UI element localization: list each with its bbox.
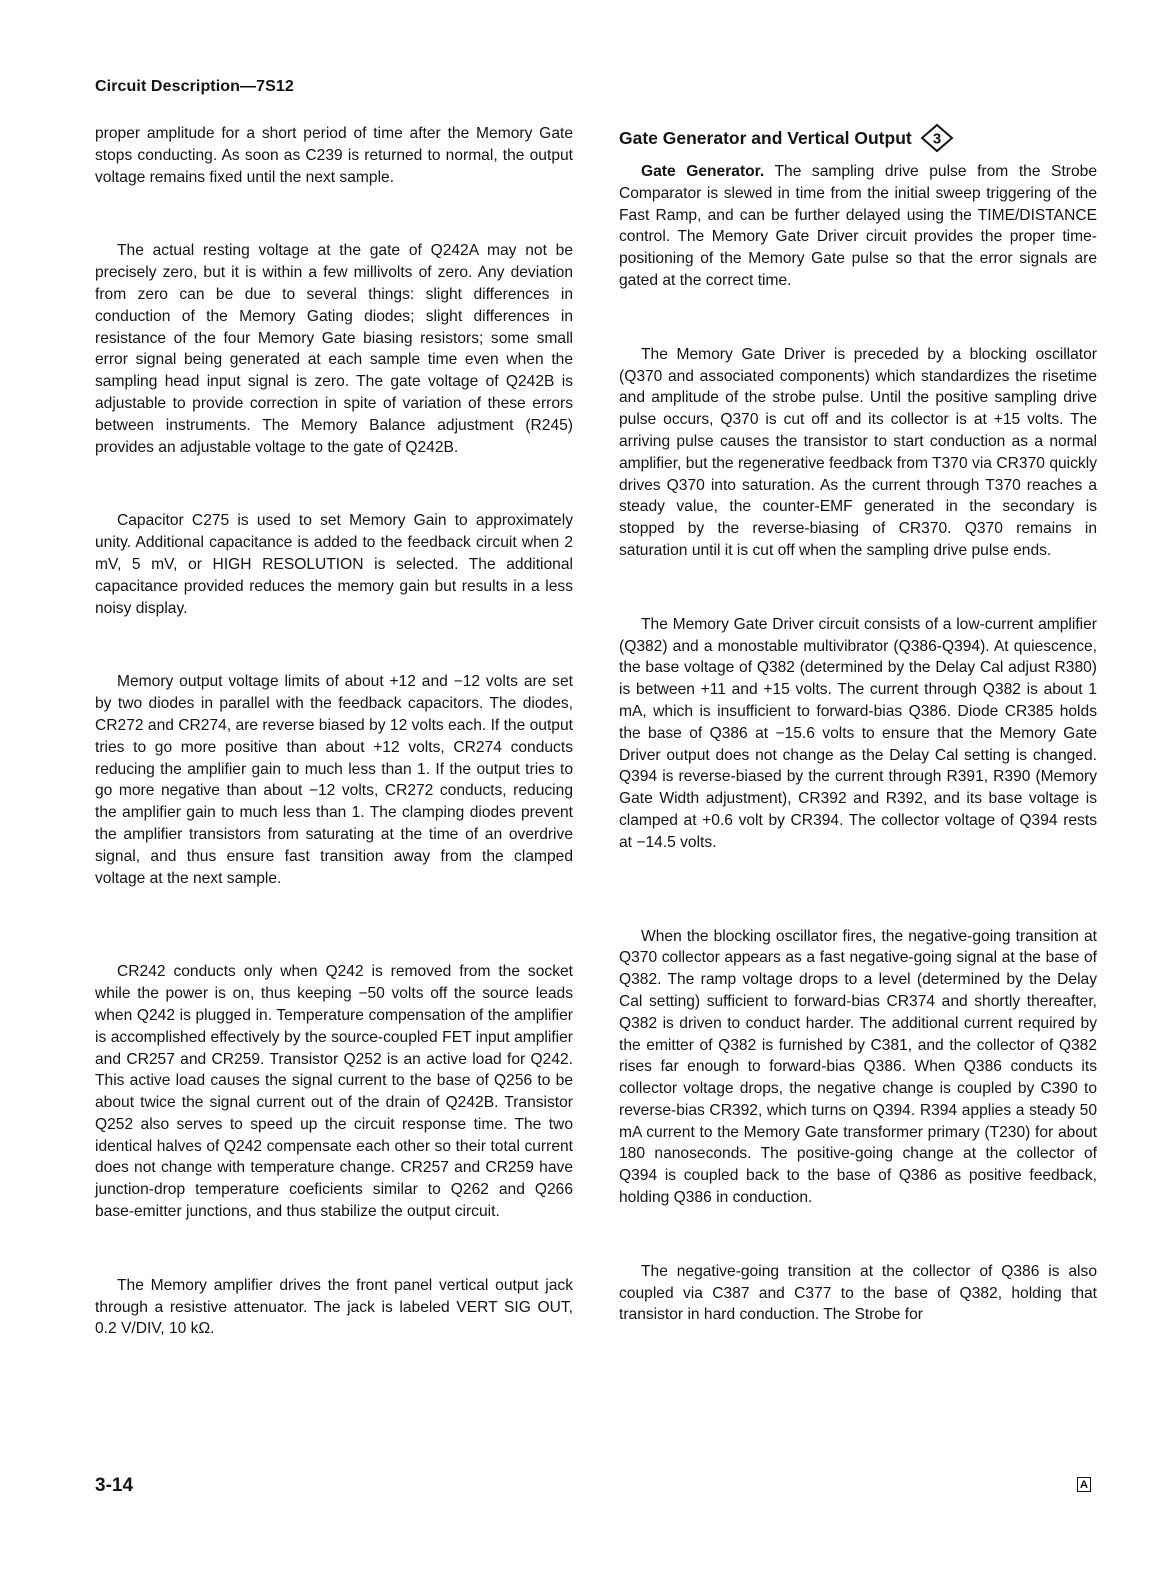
page-number: 3-14 bbox=[95, 1475, 134, 1496]
right-column bbox=[619, 123, 1097, 1326]
paragraph bbox=[619, 161, 1097, 292]
paragraph: Memory output voltage limits of about +12 and −12 volts are set by two diodes in parallel with the feedback capacitors. The diodes, CR272 and CR274, are reverse biased by 12 volts each. If the output tries to go more positive than about +12 volts, CR274 conducts reducing the amplifier gain to much less than 1. If the output tries to go more negative than about −12 volts, CR272 conducts, reducing the amplifier gain to much less than 1. The clamping diodes prevent the amplifier transistors from saturating at the time of an overdrive signal, and thus ensure fast transition away from the clamped voltage at the next sample. bbox=[95, 673, 573, 887]
page-header: Circuit Description—7S12 bbox=[95, 78, 294, 95]
paragraph: When the blocking oscillator fires, the negative-going transition at Q370 collector appears as a fast negative-going signal at the base of Q382. The ramp voltage drops to a level (determined by the Delay Cal setting) sufficient to forward-bias CR374 and shortly thereafter, Q382 is driven to conduct harder. The additional current required by the emitter of Q382 is furnished by C381, and the collector of Q382 rises far enough to forward-bias Q386. When Q386 conducts its collector voltage drops, the negative change is coupled by C390 to reverse-bias CR392, which turns on Q394. R394 applies a steady 50 mA current to the Memory Gate transformer primary (T230) for about 180 nanoseconds. The positive-going change at the collector of Q394 is coupled back to the base of Q386 as positive feedback, holding Q386 in conduction. bbox=[619, 927, 1097, 1207]
paragraph: The negative-going transition at the collector of Q386 is also coupled via C387 and C377 to the base of Q382, holding that transistor in hard conduction. The Strobe for bbox=[619, 1262, 1097, 1324]
paragraph: proper amplitude for a short period of time after the Memory Gate stops conducting. As soon as C239 is returned to normal, the output voltage remains fixed until the next sample. bbox=[95, 125, 573, 186]
paragraph: The Memory Gate Driver is preceded by a blocking oscillator (Q370 and associated components) which standardizes the risetime and amplitude of the strobe pulse. Until the positive sampling drive pulse occurs, Q370 is cut off and its collector is at +15 volts. The arriving pulse causes the transistor to start conduction as a normal amplifier, but the regenerative feedback from T370 via CR370 quickly drives Q370 into saturation. As the current through T370 reaches a steady value, the counter-EMF generated in the secondary is stopped by the reverse-biasing of CR370. Q370 remains in saturation until it is cut off when the sampling drive pulse ends. bbox=[619, 345, 1097, 559]
paragraph: The actual resting voltage at the gate of Q242A may not be precisely zero, but it is within a few millivolts of zero. Any deviation from zero can be due to several things: slight differences in conduction of the Memory Gating diodes; slight differences in resistance of the four Memory Gate biasing resistors; some small error signal being generated at each sample time even when the sampling head input signal is zero. The gate voltage of Q242B is adjustable to provide correction in spite of variation of these errors between instruments. The Memory Balance adjustment (R245) provides an adjustable voltage to the gate of Q242B. bbox=[95, 242, 573, 456]
paragraph: The Memory Gate Driver circuit consists of a low-current amplifier (Q382) and a monostable multivibrator (Q386-Q394). At quiescence, the base voltage of Q382 (determined by the Delay Cal adjust R380) is between +11 and +15 volts. The current through Q382 is about 1 mA, which is insufficient to forward-bias Q386. Diode CR385 holds the base of Q386 at −15.6 volts to ensure that the Memory Gate Driver output does not change as the Delay Cal setting is changed. Q394 is reverse-biased by the current through R391, R390 (Memory Gate Width adjustment), CR392 and R392, and its base voltage is clamped at +0.6 volt by CR394. The collector voltage of Q394 rests at −14.5 volts. bbox=[619, 615, 1097, 851]
run-in-heading: Gate Generator. bbox=[641, 163, 765, 180]
paragraph-text: The sampling drive pulse from the Strobe Comparator is slewed in time from the initial sweep triggering of the Fast Ramp, and can be further delayed using the TIME/DISTANCE control. The Memory Gate Driver circuit provides the proper time-positioning of the Memory Gate pulse so that the error signals are gated at the correct time. bbox=[619, 163, 1098, 289]
section-title-text: Gate Generator and Vertical Output bbox=[619, 128, 912, 148]
paragraph: Capacitor C275 is used to set Memory Gain to approximately unity. Additional capacitance is added to the feedback circuit when 2 mV, 5 mV, or HIGH RESOLUTION is selected. The additional capacitance provided reduces the memory gain but results in a less noisy display. bbox=[95, 512, 573, 617]
section-badge-number: 3 bbox=[932, 130, 941, 148]
revision-mark: A bbox=[1077, 1477, 1091, 1492]
paragraph: CR242 conducts only when Q242 is removed from the socket while the power is on, thus keeping −50 volts off the source leads when Q242 is plugged in. Temperature compensation of the amplifier is accomplished effectively by the source-coupled FET input amplifier and CR257 and CR259. Transistor Q252 is an active load for Q242. This active load causes the signal current to the base of Q256 to be about twice the signal current out of the drain of Q242B. Transistor Q252 also serves to speed up the circuit response time. The two identical halves of Q242 compensate each other so their total current does not change with temperature change. CR257 and CR259 have junction-drop temperature coeficients similar to Q262 and Q266 base-emitter junctions, and thus stabilize the output circuit. bbox=[95, 963, 573, 1221]
section-title bbox=[619, 123, 1097, 153]
diamond-badge-icon bbox=[920, 123, 954, 153]
paragraph: The Memory amplifier drives the front panel vertical output jack through a resistive attenuator. The jack is labeled VERT SIG OUT, 0.2 V/DIV, 10 kΩ. bbox=[95, 1276, 573, 1338]
left-column bbox=[95, 123, 573, 1340]
